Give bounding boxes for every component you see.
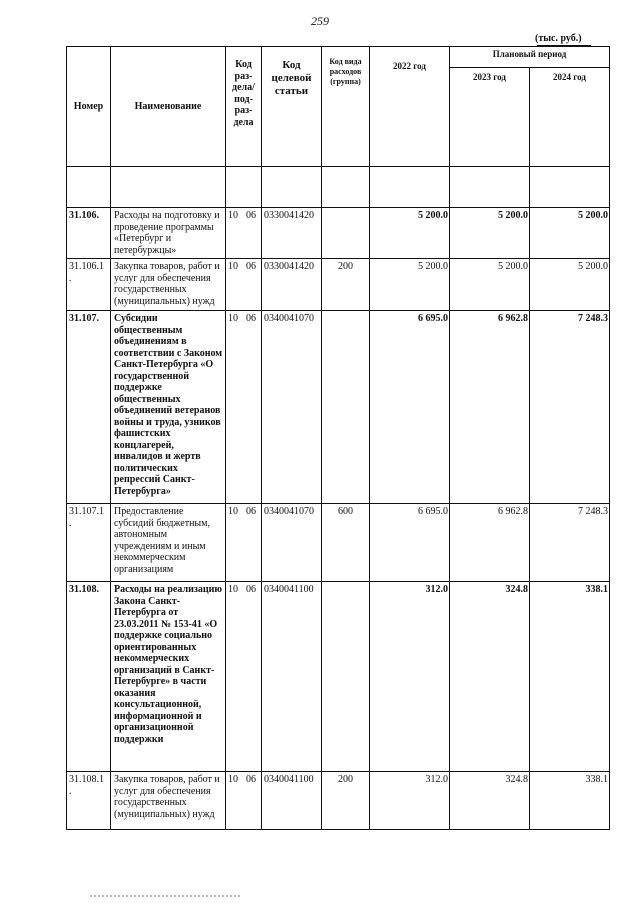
row-target: 0330041420: [262, 259, 322, 311]
row-2023: 324.8: [450, 772, 530, 830]
row-2024: 338.1: [530, 582, 610, 772]
row-section: 10: [228, 261, 238, 272]
header-spacer-row: [67, 167, 610, 208]
row-target: 0340041070: [262, 504, 322, 582]
row-2022: 6 695.0: [370, 504, 450, 582]
table-row: [67, 582, 610, 772]
row-number: 31.106.1 .: [67, 259, 111, 311]
row-2024: 5 200.0: [530, 208, 610, 259]
row-section: 10: [228, 774, 238, 785]
row-expense-type: [322, 582, 370, 772]
header-expense-type: Код вида расходов (группа): [322, 47, 370, 167]
header-name: Наименование: [111, 47, 226, 167]
row-2022: 312.0: [370, 772, 450, 830]
row-number: 31.108.1 .: [67, 772, 111, 830]
row-section: 10: [228, 313, 238, 324]
row-expense-type: 200: [322, 259, 370, 311]
table-row: [67, 208, 610, 259]
budget-table: [66, 46, 610, 830]
row-expense-type: 200: [322, 772, 370, 830]
table-row: [67, 259, 610, 311]
row-subsection: 06: [246, 210, 256, 221]
row-2022: 5 200.0: [370, 259, 450, 311]
table-row: [67, 504, 610, 582]
row-target: 0330041420: [262, 208, 322, 259]
row-section: 10: [228, 584, 238, 595]
row-2023: 5 200.0: [450, 259, 530, 311]
row-2024: 7 248.3: [530, 504, 610, 582]
footer-scan-artifact: [90, 895, 240, 901]
row-2022: 6 695.0: [370, 311, 450, 504]
row-target: 0340041100: [262, 582, 322, 772]
row-2023: 6 962.8: [450, 311, 530, 504]
row-target: 0340041070: [262, 311, 322, 504]
row-section: 10: [228, 210, 238, 221]
header-razdel: Код раз-дела/ под-раз-дела: [226, 47, 262, 167]
row-expense-type: [322, 311, 370, 504]
row-2023: 6 962.8: [450, 504, 530, 582]
table-header: [67, 47, 610, 167]
header-year-2022: 2022 год: [370, 47, 450, 167]
row-2024: 5 200.0: [530, 259, 610, 311]
row-2023: 5 200.0: [450, 208, 530, 259]
table-row: [67, 772, 610, 830]
row-name: Закупка товаров, работ и услуг для обеспечения государственных (муниципальных) нужд: [111, 259, 226, 311]
row-name: Субсидии общественным объединениям в соответствии с Законом Санкт-Петербурга «О государственной поддержке общественных объединений ветеранов войны и труда, узников фашистских концлагерей, инвалидов и жертв политических репрессий Санкт-Петербурга»: [111, 311, 226, 504]
row-number: 31.106.: [67, 208, 111, 259]
row-razdel: [226, 208, 262, 259]
row-subsection: 06: [246, 774, 256, 785]
row-2023: 324.8: [450, 582, 530, 772]
header-number: Номер: [67, 47, 111, 167]
row-subsection: 06: [246, 261, 256, 272]
row-razdel: [226, 259, 262, 311]
row-subsection: 06: [246, 506, 256, 517]
row-section: 10: [228, 506, 238, 517]
row-name: Предоставление субсидий бюджетным, автономным учреждениям и иным некоммерческим организациям: [111, 504, 226, 582]
header-year-2023: 2023 год: [450, 68, 530, 167]
row-2022: 5 200.0: [370, 208, 450, 259]
row-number: 31.107.: [67, 311, 111, 504]
row-subsection: 06: [246, 584, 256, 595]
row-target: 0340041100: [262, 772, 322, 830]
row-2024: 338.1: [530, 772, 610, 830]
row-expense-type: 600: [322, 504, 370, 582]
header-target: Код целевой статьи: [262, 47, 322, 167]
row-name: Расходы на подготовку и проведение программы «Петербург и петербуржцы»: [111, 208, 226, 259]
row-razdel: [226, 772, 262, 830]
row-name: Расходы на реализацию Закона Санкт-Петербурга от 23.03.2011 № 153-41 «О поддержке социально ориентированных некоммерческих организаций в Санкт-Петербурге» в части оказания консультационной, информационной и организационной поддержки: [111, 582, 226, 772]
row-razdel: [226, 582, 262, 772]
header-year-2024: 2024 год: [530, 68, 610, 167]
table-body: [67, 167, 610, 830]
row-name: Закупка товаров, работ и услуг для обеспечения государственных (муниципальных) нужд: [111, 772, 226, 830]
row-number: 31.107.1 .: [67, 504, 111, 582]
header-plan-period: Плановый период: [450, 47, 610, 68]
row-expense-type: [322, 208, 370, 259]
row-subsection: 06: [246, 313, 256, 324]
row-razdel: [226, 311, 262, 504]
row-number: 31.108.: [67, 582, 111, 772]
page-number: 259: [311, 14, 329, 28]
row-2022: 312.0: [370, 582, 450, 772]
row-2024: 7 248.3: [530, 311, 610, 504]
row-razdel: [226, 504, 262, 582]
table-row: [67, 311, 610, 504]
units-label: (тыс. руб.): [535, 33, 582, 44]
